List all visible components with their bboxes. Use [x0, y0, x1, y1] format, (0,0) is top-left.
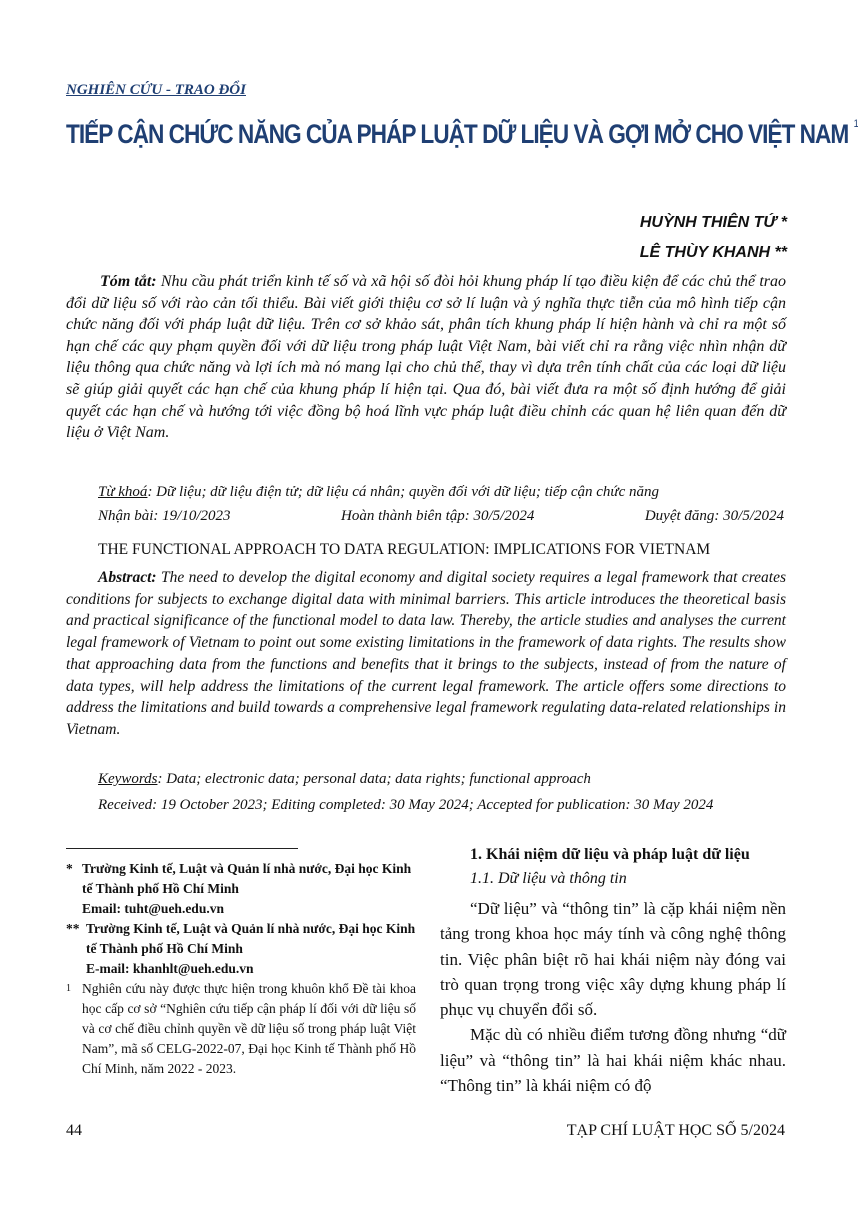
title-text: TIẾP CẬN CHỨC NĂNG CỦA PHÁP LUẬT DỮ LIỆU VÀ GỢI MỞ CHO VIỆT NAM [66, 119, 849, 149]
author-1: HUỲNH THIÊN TỨ * [639, 214, 787, 231]
keywords-vi-label: Từ khoá [98, 484, 148, 500]
footnote-divider [66, 848, 298, 849]
footnote-1-affiliation: Trường Kinh tế, Luật và Quản lí nhà nước, Đại học Kinh tế Thành phố Hồ Chí Minh [82, 861, 412, 896]
dates-en: Received: 19 October 2023; Editing completed: 30 May 2024; Accepted for publication: 30 May 2024 [98, 797, 714, 813]
date-received-vi: Nhận bài: 19/10/2023 [98, 508, 231, 524]
journal-name: TẠP CHÍ LUẬT HỌC SỐ 5/2024 [566, 1122, 785, 1139]
footnote-3-text: Nghiên cứu này được thực hiện trong khuôn khổ Đề tài khoa học cấp cơ sở “Nghiên cứu tiếp cận pháp lí đối với dữ liệu số và cơ chế điều chỉnh quyền về dữ liệu số trong pháp luật Việt Nam”, mã số CELG-2022-07, Đại học Kinh tế Thành phố Hồ Chí Minh, năm 2022 - 2023. [82, 981, 416, 1076]
footnote-1-mark: * [66, 861, 73, 876]
footnote-3-mark: 1 [66, 983, 71, 994]
article-title [66, 118, 858, 150]
title-footnote-mark[interactable]: 1 [853, 118, 858, 130]
body-paragraph-2: Mặc dù có nhiều điểm tương đồng nhưng “dữ liệu” và “thông tin” là hai khái niệm khác nhau. “Thông tin” là khái niệm có độ [440, 1025, 786, 1096]
keywords-en-label: Keywords [98, 771, 158, 787]
footnote-1-email[interactable]: Email: tuht@ueh.edu.vn [82, 901, 224, 916]
body-paragraph-1: “Dữ liệu” và “thông tin” là cặp khái niệm nền tảng trong khoa học máy tính và công nghệ thông tin. Việc phân biệt rõ hai khái niệm này đóng vai trò quan trọng trong việc xây dựng khung pháp lí phục vụ chuyển đổi số. [440, 899, 786, 1020]
section-tag: NGHIÊN CỨU - TRAO ĐỔI [66, 82, 246, 98]
heading-1-1: 1.1. Dữ liệu và thông tin [470, 870, 627, 887]
author-2: LÊ THÙY KHANH ** [639, 244, 787, 261]
abstract-vi [66, 271, 786, 444]
dates-vi [98, 508, 784, 525]
keywords-vi [98, 484, 659, 501]
footnote-3 [66, 979, 416, 1079]
keywords-en [98, 771, 591, 788]
body-text [440, 896, 786, 1098]
date-accepted-vi: Duyệt đăng: 30/5/2024 [644, 508, 784, 524]
keywords-vi-text: : Dữ liệu; dữ liệu điện tử; dữ liệu cá nhân; quyền đối với dữ liệu; tiếp cận chức năng [147, 484, 659, 500]
keywords-en-text: : Data; electronic data; personal data; data rights; functional approach [157, 771, 591, 787]
abstract-en-text: The need to develop the digital economy and digital society requires a legal framework that creates conditions for subjects to exchange digital data with minimal barriers. This article introduces the theoretical basis and practical significance of the functional model to data law. Thereby, the article studies and analyses the current legal framework of Vietnam to point out some existing limitations in the framework of data rights. The results show that approaching data from the functions and benefits that it brings to the subjects, instead of from the nature of data types, will help address the limitations of the current legal framework. The article offers some directions to address the limitations and build towards a comprehensive legal framework regulating data-related relationships in Vietnam. [66, 569, 786, 738]
footnote-2-affiliation: Trường Kinh tế, Luật và Quản lí nhà nước, Đại học Kinh tế Thành phố Hồ Chí Minh [86, 921, 416, 956]
footnote-2 [66, 919, 416, 979]
footnote-1 [66, 859, 416, 919]
abstract-en [66, 567, 786, 741]
abstract-vi-text: Nhu cầu phát triển kinh tế số và xã hội số đòi hỏi khung pháp lí tạo điều kiện để các chủ thể trao đổi dữ liệu số với rào cản tối thiểu. Bài viết giới thiệu cơ sở lí luận và ý nghĩa thực tiễn của mô hình tiếp cận chức năng đối với pháp luật dữ liệu. Trên cơ sở khảo sát, phân tích khung pháp lí hiện hành và chỉ ra một số hạn chế các quy phạm quyền đối với dữ liệu trong pháp luật Việt Nam, bài viết chỉ ra rằng việc nhìn nhận dữ liệu thông qua chức năng và lợi ích mà nó mang lại cho chủ thể, thay vì dựa trên tính chất của các loại dữ liệu sẽ giúp giải quyết các hạn chế của khung pháp lí hiện tại. Qua đó, bài viết đưa ra một số định hướng để giải quyết các hạn chế và hướng tới việc đồng bộ hoá lĩnh vực pháp luật điều chỉnh các quan hệ liên quan đến dữ liệu ở Việt Nam. [66, 273, 787, 442]
abstract-vi-label: Tóm tắt: [100, 273, 157, 290]
english-title: THE FUNCTIONAL APPROACH TO DATA REGULATION: IMPLICATIONS FOR VIETNAM [98, 541, 711, 558]
heading-1: 1. Khái niệm dữ liệu và pháp luật dữ liệu [470, 846, 750, 863]
date-edited-vi: Hoàn thành biên tập: 30/5/2024 [341, 508, 535, 524]
footnote-2-email[interactable]: E-mail: khanhlt@ueh.edu.vn [86, 961, 254, 976]
page-number: 44 [66, 1122, 82, 1139]
footnote-2-mark: ** [66, 921, 80, 936]
abstract-en-label: Abstract: [98, 569, 157, 586]
